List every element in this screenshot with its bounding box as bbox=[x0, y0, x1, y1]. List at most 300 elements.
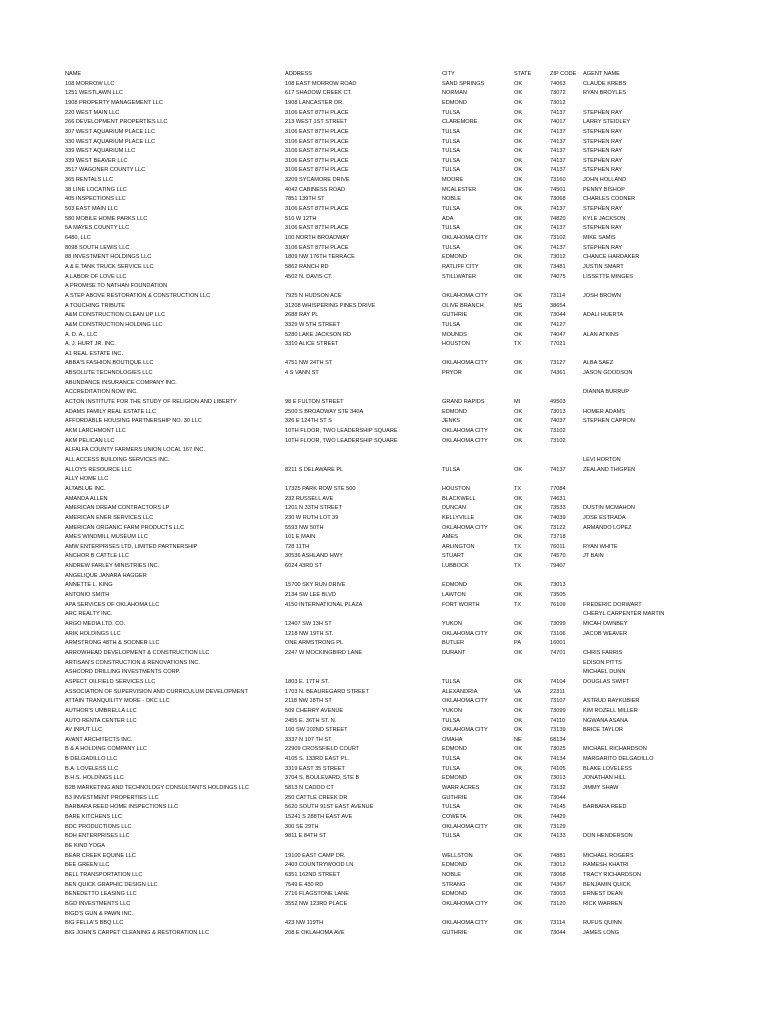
cell-zip: 74881 bbox=[550, 852, 566, 859]
cell-address: 108 EAST MORROW ROAD bbox=[285, 80, 357, 87]
table-row bbox=[0, 282, 770, 291]
cell-state: OK bbox=[514, 621, 523, 627]
cell-zip: 74570 bbox=[550, 553, 566, 560]
cell-city: EDMOND bbox=[442, 862, 467, 869]
cell-zip: 73139 bbox=[550, 727, 566, 734]
cell-city: GUTHRIE bbox=[442, 312, 468, 319]
cell-state: OK bbox=[514, 437, 523, 444]
cell-city: EDMOND bbox=[442, 99, 467, 106]
table-row bbox=[0, 639, 770, 648]
cell-address: 617 SHADOW CREEK CT. bbox=[285, 90, 352, 97]
cell-name: ASSOCIATION OF SUPERVISION AND CURRICULUM DEVELOPMENT bbox=[65, 688, 248, 695]
header-state: STATE bbox=[514, 71, 532, 77]
cell-name: ANGELIQUE JANARA HAGGER bbox=[65, 572, 147, 579]
cell-zip: 73106 bbox=[550, 630, 566, 637]
cell-zip: 74110 bbox=[550, 717, 566, 724]
cell-zip: 73044 bbox=[550, 312, 566, 319]
cell-city: EDMOND bbox=[442, 891, 467, 898]
cell-zip: 77021 bbox=[550, 341, 566, 348]
cell-name: 1908 PROPERTY MANAGEMENT LLC bbox=[65, 99, 163, 106]
cell-city: TULSA bbox=[442, 167, 461, 174]
cell-state: OK bbox=[514, 756, 523, 763]
cell-city: DURANT bbox=[442, 649, 466, 656]
table-row bbox=[0, 311, 770, 320]
table-row bbox=[0, 292, 770, 301]
cell-state: PA bbox=[514, 640, 522, 647]
cell-name: B.A. LOVELESS LLC bbox=[65, 765, 119, 772]
cell-address: 3106 EAST 87TH PLACE bbox=[285, 138, 349, 145]
cell-agent: TRACY RICHARDSON bbox=[583, 871, 642, 878]
table-row bbox=[0, 581, 770, 590]
cell-zip: 74361 bbox=[550, 370, 566, 377]
cell-name: BGD INVESTMENTS LLC bbox=[65, 900, 131, 907]
table-row bbox=[0, 910, 770, 919]
cell-state: OK bbox=[514, 273, 523, 280]
cell-zip: 38654 bbox=[550, 302, 566, 309]
table-row bbox=[0, 446, 770, 455]
cell-state: OK bbox=[514, 99, 523, 106]
table-row bbox=[0, 147, 770, 156]
cell-zip: 73102 bbox=[550, 428, 566, 434]
table-row bbox=[0, 128, 770, 137]
cell-name: AVANT ARCHITECTS INC. bbox=[65, 736, 133, 743]
cell-zip: 74429 bbox=[550, 814, 566, 820]
cell-zip: 74063 bbox=[550, 80, 566, 87]
cell-city: WELLSTON bbox=[442, 852, 473, 859]
table-row bbox=[0, 359, 770, 368]
cell-city: TULSA bbox=[442, 206, 461, 213]
cell-name: ADAMS FAMILY REAL ESTATE LLC bbox=[65, 408, 157, 415]
cell-name: ANTONIO SMITH bbox=[65, 592, 110, 599]
cell-agent: MICHAEL RICHARDSON bbox=[583, 746, 647, 753]
cell-zip: 73003 bbox=[550, 891, 566, 898]
cell-agent: HOMER ADAMS bbox=[583, 408, 625, 415]
cell-zip: 73127 bbox=[550, 360, 566, 367]
table-row bbox=[0, 466, 770, 475]
cell-zip: 73122 bbox=[550, 524, 566, 531]
cell-zip: 73012 bbox=[550, 862, 566, 869]
cell-name: ANCHOR B CATTLE LLC bbox=[65, 553, 129, 560]
cell-name: ABUNDANCE INSURANCE COMPANY INC. bbox=[65, 379, 177, 386]
cell-state: OK bbox=[514, 312, 523, 319]
cell-name: 38 LINE LOCATING LLC bbox=[65, 186, 127, 193]
cell-name: AMW ENTERPRISES LTD, LIMITED PARTNERSHIP bbox=[65, 543, 198, 550]
table-row bbox=[0, 514, 770, 523]
cell-address: 8211 S DELAWARE PL bbox=[285, 466, 344, 473]
table-row bbox=[0, 138, 770, 147]
cell-state: OK bbox=[514, 891, 523, 898]
cell-state: OK bbox=[514, 128, 523, 135]
cell-zip: 77084 bbox=[550, 485, 566, 492]
table-row bbox=[0, 774, 770, 783]
cell-agent: RICK WARREN bbox=[583, 900, 623, 907]
cell-state: TX bbox=[514, 601, 522, 608]
table-row bbox=[0, 388, 770, 397]
cell-state: OK bbox=[514, 360, 523, 367]
cell-address: 230 W RUTH LOT 39 bbox=[285, 514, 339, 521]
cell-name: B2B MARKETING AND TECHNOLOGY CONSULTANTS HOLDINGS LLC bbox=[65, 785, 249, 792]
cell-zip: 73114 bbox=[550, 292, 566, 299]
cell-agent: ERNEST DEAN bbox=[583, 891, 623, 898]
cell-city: TULSA bbox=[442, 225, 461, 232]
table-row bbox=[0, 717, 770, 726]
cell-state: TX bbox=[514, 341, 522, 348]
cell-zip: 74137 bbox=[550, 167, 566, 174]
table-row bbox=[0, 215, 770, 224]
cell-state: OK bbox=[514, 495, 523, 502]
cell-city: CLAREMORE bbox=[442, 119, 478, 126]
cell-city: EDMOND bbox=[442, 582, 467, 589]
cell-city: BUTLER bbox=[442, 640, 465, 647]
cell-city: YUKON bbox=[442, 707, 462, 714]
cell-agent: DON HENDERSON bbox=[583, 833, 633, 840]
table-row bbox=[0, 794, 770, 803]
cell-name: BELL TRANSPORTATION LLC bbox=[65, 871, 143, 878]
table-row bbox=[0, 813, 770, 822]
cell-name: AKM LARCHMONT LLC bbox=[65, 428, 126, 434]
cell-zip: 73099 bbox=[550, 707, 566, 714]
table-row bbox=[0, 244, 770, 253]
cell-city: OKLAHOMA CITY bbox=[442, 630, 488, 637]
cell-name: 1251 WESTLAWN LLC bbox=[65, 90, 123, 97]
cell-state: MS bbox=[514, 302, 523, 309]
cell-agent: STEPHEN RAY bbox=[583, 157, 623, 164]
cell-name: AKM PELICAN LLC bbox=[65, 437, 115, 444]
cell-zip: 73107 bbox=[550, 698, 566, 705]
cell-zip: 73012 bbox=[550, 254, 566, 261]
table-row bbox=[0, 224, 770, 233]
cell-name: A TOUCHING TRIBUTE bbox=[65, 302, 125, 309]
cell-zip: 73025 bbox=[550, 746, 566, 753]
cell-state: OK bbox=[514, 321, 523, 328]
cell-city: KELLYVILLE bbox=[442, 514, 475, 521]
table-row bbox=[0, 408, 770, 417]
cell-city: RATLIFF CITY bbox=[442, 263, 479, 270]
cell-name: BENEDETTO LEASING LLC bbox=[65, 891, 137, 898]
cell-agent: JUSTIN SMART bbox=[583, 263, 624, 270]
cell-agent: STEPHEN RAY bbox=[583, 206, 623, 213]
cell-zip: 73013 bbox=[550, 775, 566, 782]
cell-name: A. D. A., LLC bbox=[65, 331, 98, 338]
cell-name: ALLY HOME LLC bbox=[65, 476, 109, 483]
cell-state: OK bbox=[514, 119, 523, 126]
cell-city: LAWTON bbox=[442, 592, 466, 599]
cell-zip: 79407 bbox=[550, 563, 566, 570]
cell-city: EDMOND bbox=[442, 408, 467, 415]
cell-zip: 74137 bbox=[550, 225, 566, 232]
cell-city: WARR ACRES bbox=[442, 785, 480, 792]
cell-city: TULSA bbox=[442, 157, 461, 164]
cell-agent: FREDERIC DORWART bbox=[583, 601, 642, 608]
cell-agent: MIKE SAMIS bbox=[583, 235, 616, 241]
cell-agent: DOUGLAS SWIFT bbox=[583, 678, 630, 685]
cell-city: GRAND RAPIDS bbox=[442, 399, 485, 406]
table-row bbox=[0, 832, 770, 841]
cell-state: OK bbox=[514, 109, 523, 116]
cell-city: TULSA bbox=[442, 138, 461, 145]
cell-zip: 73718 bbox=[550, 534, 566, 541]
cell-agent: MICHAEL DUNN bbox=[583, 669, 626, 676]
cell-city: TULSA bbox=[442, 765, 461, 772]
cell-agent: JACOB WEAVER bbox=[583, 630, 628, 637]
cell-name: ASHCORD DRILLING INVESTMENTS CORP. bbox=[65, 669, 181, 676]
cell-city: STRANG bbox=[442, 881, 466, 888]
cell-zip: 74137 bbox=[550, 128, 566, 135]
cell-agent: CHRIS FARRIS bbox=[583, 649, 623, 656]
cell-agent: MICHAEL ROGERS bbox=[583, 852, 634, 859]
cell-address: 4751 NW 24TH ST bbox=[285, 360, 333, 367]
cell-city: PRYOR bbox=[442, 370, 462, 377]
cell-city: BLACKWELL bbox=[442, 495, 476, 502]
cell-address: 5813 N CADDO CT bbox=[285, 785, 334, 792]
cell-state: OK bbox=[514, 534, 523, 541]
cell-agent: DUSTIN MCMAHON bbox=[583, 505, 635, 512]
cell-zip: 76109 bbox=[550, 601, 566, 608]
cell-agent: STEPHEN RAY bbox=[583, 109, 623, 116]
cell-zip: 74701 bbox=[550, 649, 566, 656]
cell-city: NOBLE bbox=[442, 196, 461, 203]
cell-address: 1201 N 33TH STREET bbox=[285, 505, 342, 512]
cell-address: 5862 RANCH RD bbox=[285, 263, 329, 270]
cell-city: TULSA bbox=[442, 833, 461, 840]
header-zip: ZIP CODE bbox=[550, 71, 577, 77]
table-row bbox=[0, 195, 770, 204]
cell-name: BEE GREEN LLC bbox=[65, 862, 110, 869]
table-row bbox=[0, 369, 770, 378]
table-row bbox=[0, 620, 770, 629]
cell-name: BIG JOHN'S CARPET CLEANING & RESTORATION LLC bbox=[65, 929, 210, 936]
cell-zip: 74133 bbox=[550, 833, 566, 840]
cell-agent: BENJAMIN QUICK bbox=[583, 881, 631, 888]
cell-address: 2247 W MOCKINGBIRD LANE bbox=[285, 649, 363, 656]
cell-city: ALEXANDRIA bbox=[442, 688, 478, 695]
header-name: NAME bbox=[65, 71, 82, 77]
table-row bbox=[0, 253, 770, 262]
cell-address: 4150 INTERNATIONAL PLAZA bbox=[285, 601, 363, 608]
cell-city: TULSA bbox=[442, 244, 461, 251]
cell-name: ALL ACCESS BUILDING SERVICES INC. bbox=[65, 456, 170, 463]
table-row bbox=[0, 485, 770, 494]
cell-zip: 73129 bbox=[550, 823, 566, 830]
cell-name: BDH ENTERPRISES LLC bbox=[65, 833, 130, 840]
table-row bbox=[0, 842, 770, 851]
cell-agent: JIMMY SHAW bbox=[583, 785, 619, 792]
cell-address: 100 SW 102ND STREET bbox=[285, 727, 348, 734]
table-row bbox=[0, 475, 770, 484]
cell-zip: 73481 bbox=[550, 263, 566, 270]
cell-name: B DELGADILLO LLC bbox=[65, 756, 118, 763]
cell-name: ABSOLUTE TECHNOLOGIES LLC bbox=[65, 370, 153, 377]
cell-state: OK bbox=[514, 717, 523, 724]
cell-city: AMES bbox=[442, 534, 458, 541]
cell-city: OLIVE BRANCH bbox=[442, 302, 484, 309]
cell-address: 3209 SYCAMORE DRIVE bbox=[285, 177, 350, 184]
cell-agent: JAMES LONG bbox=[583, 929, 620, 936]
cell-name: 108 MORROW LLC bbox=[65, 80, 115, 87]
cell-zip: 73505 bbox=[550, 592, 566, 599]
cell-state: OK bbox=[514, 649, 523, 656]
cell-name: ARMSTRONG 48TH & SOONER LLC bbox=[65, 640, 160, 647]
cell-address: 2403 COUNTRYWOOD LN bbox=[285, 862, 354, 869]
cell-agent: ADALI HUERTA bbox=[583, 312, 624, 319]
table-row bbox=[0, 688, 770, 697]
cell-address: 4502 N. DAVIS CT. bbox=[285, 273, 333, 280]
table-row bbox=[0, 601, 770, 610]
cell-zip: 73072 bbox=[550, 90, 566, 97]
table-row bbox=[0, 543, 770, 552]
cell-address: 423 NW 119TH bbox=[285, 920, 324, 927]
cell-address: 100 NORTH BROADWAY bbox=[285, 235, 350, 241]
cell-zip: 74127 bbox=[550, 321, 566, 328]
cell-city: OKLAHOMA CITY bbox=[442, 900, 488, 907]
cell-state: OK bbox=[514, 418, 523, 425]
table-row bbox=[0, 176, 770, 185]
cell-address: 7851 139TH ST bbox=[285, 196, 325, 203]
cell-city: EDMOND bbox=[442, 254, 467, 261]
table-row bbox=[0, 630, 770, 639]
cell-city: DUNCAN bbox=[442, 505, 466, 512]
cell-state: OK bbox=[514, 157, 523, 164]
table-row bbox=[0, 99, 770, 108]
cell-state: OK bbox=[514, 148, 523, 155]
cell-zip: 74105 bbox=[550, 765, 566, 772]
cell-name: A1 REAL ESTATE INC. bbox=[65, 350, 124, 357]
table-row bbox=[0, 427, 770, 436]
table-row bbox=[0, 89, 770, 98]
table-row bbox=[0, 823, 770, 832]
cell-state: OK bbox=[514, 775, 523, 782]
cell-address: 3704 S. BOULEVARD, STE B bbox=[285, 775, 360, 782]
cell-state: OK bbox=[514, 196, 523, 203]
cell-city: MOORE bbox=[442, 177, 464, 184]
cell-address: 15241 S 288TH EAST AVE bbox=[285, 814, 353, 820]
cell-agent: BARBARA REED bbox=[583, 804, 627, 811]
table-row bbox=[0, 504, 770, 513]
cell-zip: 73013 bbox=[550, 408, 566, 415]
cell-name: AFFORDABLE HOUSING PARTNERSHIP NO. 30 LLC bbox=[65, 418, 202, 425]
header-city: CITY bbox=[442, 71, 455, 77]
cell-name: ANNETTE L. KING bbox=[65, 582, 113, 589]
cell-agent: PENNY BISHOP bbox=[583, 186, 625, 193]
cell-name: 307 WEST AQUARIUM PLACE LLC bbox=[65, 128, 156, 135]
cell-city: STUART bbox=[442, 553, 465, 560]
cell-name: BE KIND YOGA bbox=[65, 842, 105, 849]
cell-state: OK bbox=[514, 852, 523, 859]
cell-agent: STEPHEN RAY bbox=[583, 138, 623, 145]
cell-address: 10TH FLOOR, TWO LEADERSHIP SQUARE bbox=[285, 428, 398, 434]
cell-name: B.H.S. HOLDINGS LLC bbox=[65, 775, 124, 782]
cell-address: 3106 EAST 87TH PLACE bbox=[285, 167, 349, 174]
cell-agent: ALAN ATKINS bbox=[583, 331, 619, 338]
cell-name: 405 INSPECTIONS LLC bbox=[65, 196, 126, 203]
cell-state: OK bbox=[514, 746, 523, 753]
cell-agent: LISSETTE MINGES bbox=[583, 273, 634, 280]
cell-name: BIG FELLA'S BBQ LLC bbox=[65, 920, 124, 927]
cell-city: NORMAN bbox=[442, 90, 467, 97]
cell-address: 31208 WHISPERING PINES DRIVE bbox=[285, 302, 376, 309]
cell-address: 3106 EAST 87TH PLACE bbox=[285, 244, 349, 251]
cell-city: TULSA bbox=[442, 321, 461, 328]
cell-address: 213 WEST 1ST STREET bbox=[285, 119, 348, 126]
cell-state: TX bbox=[514, 563, 522, 570]
cell-name: AUTHOR'S UMBRELLA LLC bbox=[65, 707, 137, 714]
table-row bbox=[0, 871, 770, 880]
cell-name: ANDREW FARLEY MINISTRIES INC. bbox=[65, 563, 160, 570]
table-row bbox=[0, 765, 770, 774]
table-row bbox=[0, 109, 770, 118]
cell-state: TX bbox=[514, 543, 522, 550]
cell-state: MI bbox=[514, 399, 521, 406]
table-row bbox=[0, 273, 770, 282]
cell-agent: RYAN WHITE bbox=[583, 543, 618, 550]
table-row bbox=[0, 803, 770, 812]
cell-agent: STEPHEN RAY bbox=[583, 167, 623, 174]
cell-address: 3106 EAST 87TH PLACE bbox=[285, 157, 349, 164]
cell-name: BARE KITCHENS LLC bbox=[65, 814, 122, 820]
cell-name: 365 RENTALS LLC bbox=[65, 177, 114, 184]
cell-zip: 73120 bbox=[550, 900, 566, 907]
table-row bbox=[0, 755, 770, 764]
cell-name: ARIK HOLDINGS LLC bbox=[65, 630, 121, 637]
cell-address: 3106 EAST 87TH PLACE bbox=[285, 225, 349, 232]
cell-city: OKLAHOMA CITY bbox=[442, 698, 488, 705]
cell-state: OK bbox=[514, 235, 523, 241]
cell-state: OK bbox=[514, 254, 523, 261]
cell-state: OK bbox=[514, 90, 523, 97]
cell-state: OK bbox=[514, 244, 523, 251]
cell-address: 3552 NW 123RD PLACE bbox=[285, 900, 348, 907]
table-row bbox=[0, 166, 770, 175]
cell-zip: 73044 bbox=[550, 929, 566, 936]
table-row bbox=[0, 157, 770, 166]
cell-state: OK bbox=[514, 582, 523, 589]
cell-state: OK bbox=[514, 80, 523, 87]
cell-agent: RUFUS QUINN bbox=[583, 920, 622, 927]
cell-agent: JT BAIN bbox=[583, 553, 604, 560]
cell-state: OK bbox=[514, 862, 523, 869]
cell-address: 3106 EAST 87TH PLACE bbox=[285, 128, 349, 135]
cell-address: 19100 EAST CAMP DR. bbox=[285, 852, 346, 859]
cell-address: 300 SE 29TH bbox=[285, 823, 319, 830]
cell-address: 6024 43RD ST bbox=[285, 563, 323, 570]
cell-name: 266 DEVELOPMENT PROPERTIES LLC bbox=[65, 119, 168, 126]
cell-name: ARROWHEAD DEVELOPMENT & CONSTRUCTION LLC bbox=[65, 649, 210, 656]
cell-city: GUTHRIE bbox=[442, 929, 468, 936]
cell-agent: ZEALAND THIGPEN bbox=[583, 466, 636, 473]
cell-name: AMERICAN ORGANIC FARM PRODUCTS LLC bbox=[65, 524, 185, 531]
cell-address: 2118 NW 18TH ST bbox=[285, 698, 332, 705]
cell-state: OK bbox=[514, 408, 523, 415]
cell-address: 3106 EAST 87TH PLACE bbox=[285, 148, 349, 155]
cell-address: 1703 N. BEAUREGARD STREET bbox=[285, 688, 369, 695]
cell-state: OK bbox=[514, 466, 523, 473]
cell-address: 509 CHERRY AVENUE bbox=[285, 707, 344, 714]
cell-zip: 73099 bbox=[550, 621, 566, 627]
table-row bbox=[0, 495, 770, 504]
cell-state: OK bbox=[514, 929, 523, 936]
cell-agent: EDISON PITTS bbox=[583, 659, 622, 666]
table-row bbox=[0, 263, 770, 272]
cell-city: TULSA bbox=[442, 128, 461, 135]
cell-state: OK bbox=[514, 225, 523, 232]
cell-agent: DIANNA BURRUP bbox=[583, 389, 630, 396]
header-row bbox=[0, 70, 770, 79]
cell-name: 330 WEST AQUARIUM PLACE LLC bbox=[65, 138, 156, 145]
cell-zip: 74501 bbox=[550, 186, 566, 193]
cell-address: 17325 PARK ROW STE 500 bbox=[285, 485, 356, 492]
table-row bbox=[0, 186, 770, 195]
cell-state: OK bbox=[514, 920, 523, 927]
